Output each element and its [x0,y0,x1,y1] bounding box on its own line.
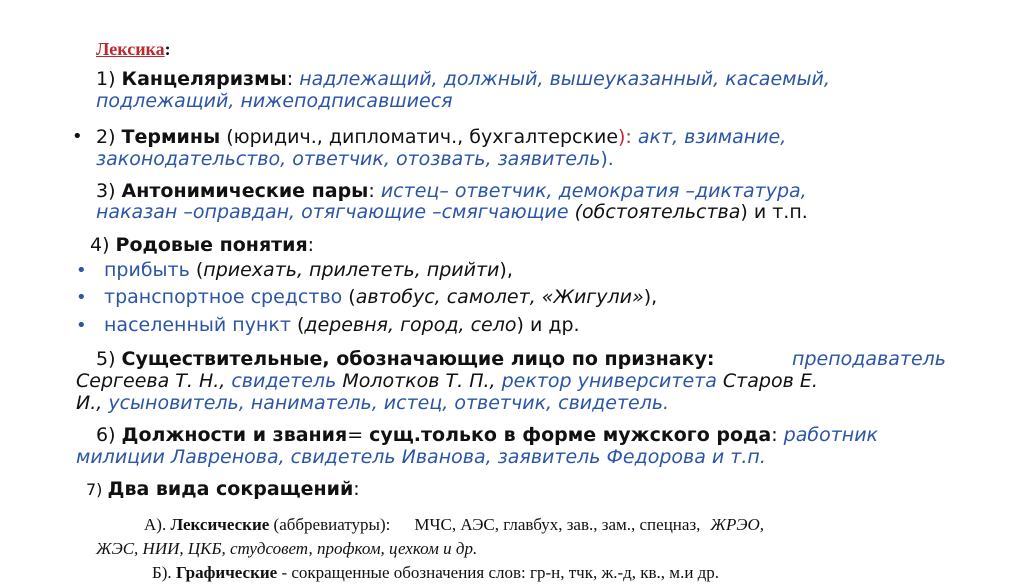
list-item: населенный пункт (деревня, город, село) и др. [104,314,580,336]
item6-term: Должности и звания [121,424,348,446]
item2-bullet: • [72,126,83,147]
item5-line1: 5) Существительные, обозначающие лицо по признаку: преподаватель [96,348,946,370]
list-item: прибыть (приехать, прилететь, прийти), [104,259,513,281]
item7-heading: 7) Два вида сокращений: [86,478,360,500]
item7-term: Два вида сокращений [107,478,354,500]
item7-a-line1: А). Лексические (аббревиатуры): МЧС, АЭС, главбух, зав., зам., спецназ, ЖРЭО, [144,515,765,534]
slide-heading: Лексика: [96,39,171,59]
item5-line3: И., усыновитель, наниматель, истец, ответчик, свидетель. [76,392,670,414]
item5-term: Существительные, обозначающие лицо по признаку: [121,348,715,370]
item6-line2: милиции Лавренова, свидетель Иванова, заявитель Федорова и т.п. [76,446,766,468]
item7-b-line: Б). Графические - сокращенные обозначения слов: гр-н, тчк, ж.-д, кв., м.и др. [152,563,720,582]
item1-line2: подлежащий, нижеподписавшиеся [96,90,453,112]
item2-term: Термины [121,126,221,148]
item6-line1: 6) Должности и звания= сущ.только в форме мужского рода: работник [96,424,879,446]
item1-term: Канцеляризмы [121,68,287,90]
item4-term: Родовые понятия [115,234,308,256]
item3-term: Антонимические пары [121,180,369,202]
list-item: транспортное средство (автобус, самолет, «Жигули»), [104,286,658,308]
heading-label: Лексика [96,39,165,59]
item2-line2: законодательство, ответчик, отозвать, заявитель). [96,148,614,170]
item4-bullet-dot-2: • [76,315,87,336]
item4-heading: 4) Родовые понятия: [90,234,315,256]
item3-line2: наказан –оправдан, отягчающие –смягчающие (обстоятельства) и т.п. [96,201,808,223]
item5-line2: Сергеева Т. Н., свидетель Молотков Т. П., ректор университета Старов Е. [76,370,818,392]
item7-a-line2: ЖЭС, НИИ, ЦКБ, студсовет, профком, цехком и др. [96,539,478,558]
item1-examples: надлежащий, должный, вышеуказанный, касаемый, [299,68,830,90]
item2-line1: 2) Термины (юридич., дипломатич., бухгалтерские): акт, взимание, [96,126,787,148]
item4-bullet-dot-0: • [76,260,87,281]
item4-bullet-dot-1: • [76,287,87,308]
item1-line1: 1) Канцеляризмы: надлежащий, должный, вышеуказанный, касаемый, [96,68,830,90]
item3-line1: 3) Антонимические пары: истец– ответчик, демократия –диктатура, [96,180,807,202]
